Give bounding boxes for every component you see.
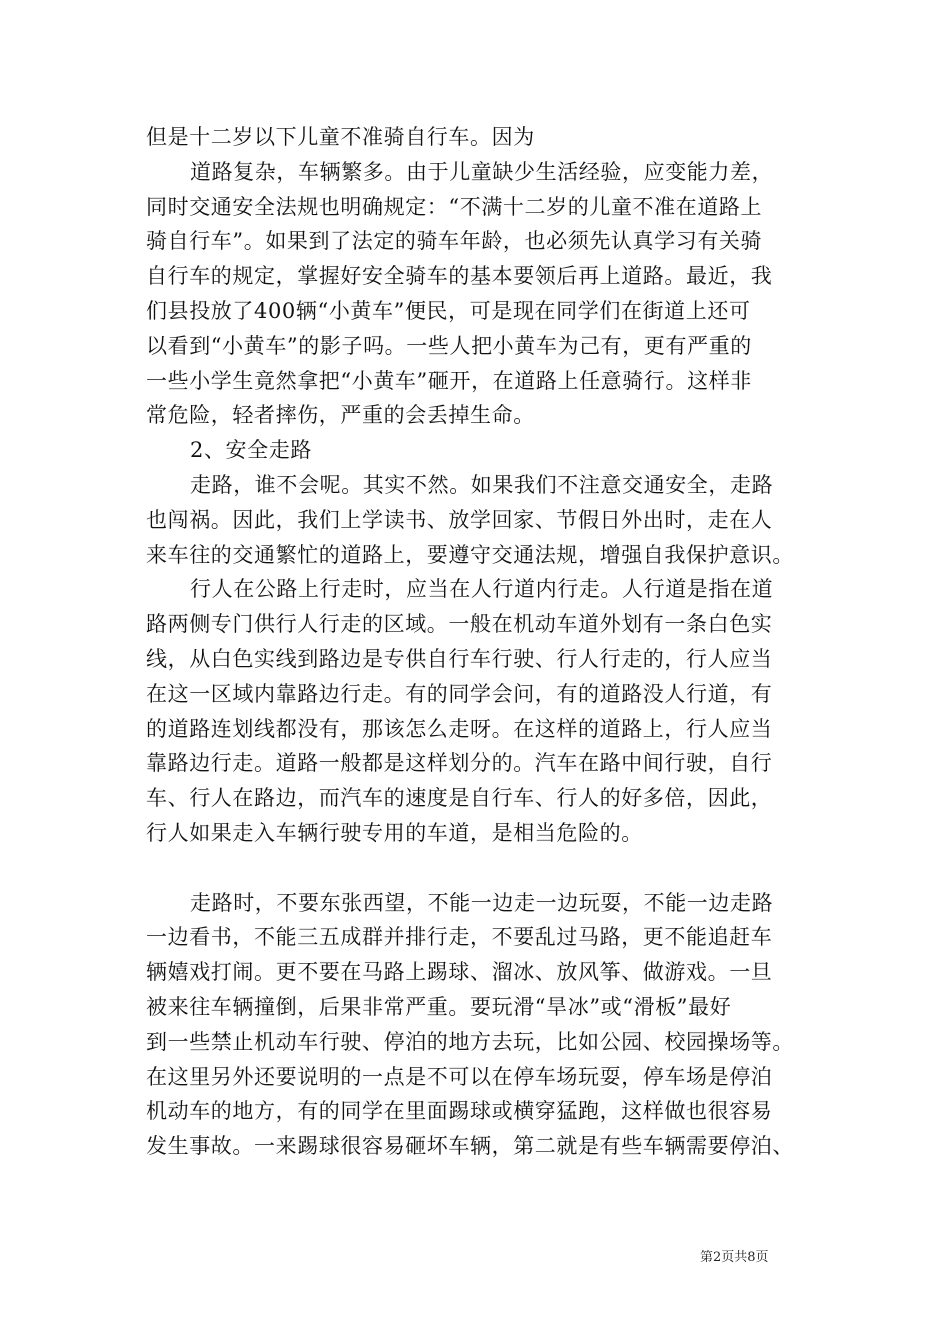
text-line: 在这里另外还要说明的一点是不可以在停车场玩耍，停车场是停泊 [146,1064,773,1089]
text-line: 机动车的地方，有的同学在里面踢球或横穿猛跑，这样做也很容易 [146,1099,773,1124]
text-line: 同时交通安全法规也明确规定：“不满十二岁的儿童不准在道路上 [146,194,763,219]
text-line: 一边看书，不能三五成群并排行走，不要乱过马路，更不能追赶车 [146,925,773,950]
text-line: 骑自行车”。如果到了法定的骑车年龄，也必须先认真学习有关骑 [146,229,763,254]
text-line: 也闯祸。因此，我们上学读书、放学回家、节假日外出时，走在人 [146,507,773,532]
text-line: 以看到“小黄车”的影子吗。一些人把小黄车为己有，更有严重的 [146,333,752,358]
page-number-footer: 第2页共8页 [700,1250,769,1265]
text-line: 走路，谁不会呢。其实不然。如果我们不注意交通安全，走路 [190,472,774,497]
text-line: 被来往车辆撞倒，后果非常严重。要玩滑“旱冰”或“滑板”最好 [146,994,732,1019]
text-line: 来车往的交通繁忙的道路上，要遵守交通法规，增强自我保护意识。 [146,542,794,567]
text-line: 一些小学生竟然拿把“小黄车”砸开，在道路上任意骑行。这样非 [146,368,752,393]
text-line: 车、行人在路边，而汽车的速度是自行车、行人的好多倍，因此， [146,786,773,811]
text-line: 辆嬉戏打闹。更不要在马路上踢球、溜冰、放风筝、做游戏。一旦 [146,960,773,985]
text-line: 在这一区域内靠路边行走。有的同学会问，有的道路没人行道，有 [146,681,773,706]
text-line: 们县投放了400辆“小黄车”便民，可是现在同学们在街道上还可 [146,298,751,323]
document-body [146,120,814,1164]
text-line: 道路复杂，车辆繁多。由于儿童缺少生活经验，应变能力差， [190,159,774,184]
text-line: 到一些禁止机动车行驶、停泊的地方去玩，比如公园、校园操场等。 [146,1029,794,1054]
text-line: 路两侧专门供行人行走的区域。一般在机动车道外划有一条白色实 [146,612,773,637]
text-line: 自行车的规定，掌握好安全骑车的基本要领后再上道路。最近，我 [146,264,773,289]
text-line: 走路时，不要东张西望，不能一边走一边玩耍，不能一边走路 [190,890,774,915]
blank-line [146,851,814,886]
text-line: 靠路边行走。道路一般都是这样划分的。汽车在路中间行驶，自行 [146,751,773,776]
text-line: 发生事故。一来踢球很容易砸坏车辆，第二就是有些车辆需要停泊、 [146,1134,794,1159]
text-line: 行人在公路上行走时，应当在人行道内行走。人行道是指在道 [190,577,774,602]
text-line: 的道路连划线都没有，那该怎么走呀。在这样的道路上，行人应当 [146,716,773,741]
text-line: 行人如果走入车辆行驶专用的车道，是相当危险的。 [146,820,643,845]
text-line: 但是十二岁以下儿童不准骑自行车。因为 [146,125,535,149]
text-line: 线，从白色实线到路边是专供自行车行驶、行人行走的，行人应当 [146,646,773,671]
text-line: 常危险，轻者摔伤，严重的会丢掉生命。 [146,403,535,428]
text-line: 2、安全走路 [190,438,312,463]
